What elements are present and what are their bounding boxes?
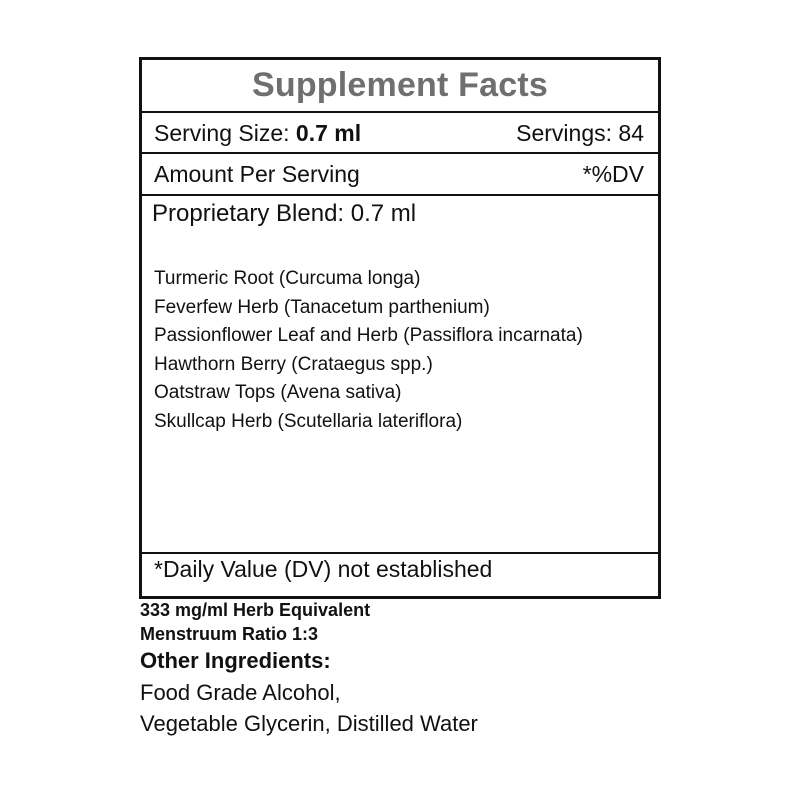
supplement-facts-panel (139, 57, 661, 599)
herb-equivalent: 333 mg/ml Herb Equivalent (140, 600, 371, 620)
proprietary-blend: Proprietary Blend: 0.7 ml (152, 200, 417, 227)
serving-size-value: 0.7 ml (295, 119, 362, 146)
divider-title (142, 111, 658, 113)
serving-size (154, 120, 361, 147)
menstruum-ratio: Menstruum Ratio 1:3 (140, 624, 319, 644)
dv-footnote: *Daily Value (DV) not established (154, 556, 493, 582)
ingredient-item: Passionflower Leaf and Herb (Passiflora incarnata) (154, 325, 583, 347)
panel-title: Supplement Facts (251, 66, 549, 104)
ingredient-item: Hawthorn Berry (Crataegus spp.) (154, 353, 433, 375)
serving-row (154, 114, 644, 152)
other-ingredients-heading: Other Ingredients: (140, 648, 331, 673)
serving-size-label: Serving Size: (154, 119, 290, 146)
other-ingredients-line: Vegetable Glycerin, Distilled Water (140, 711, 478, 736)
servings-count: Servings: 84 (516, 119, 644, 146)
divider-footnote (142, 552, 658, 554)
ingredient-list (154, 265, 583, 437)
amount-row (154, 154, 644, 194)
ingredient-item: Oatstraw Tops (Avena sativa) (154, 382, 402, 404)
ingredient-item: Turmeric Root (Curcuma longa) (154, 268, 421, 289)
divider-amount (142, 194, 658, 196)
other-ingredients-line: Food Grade Alcohol, (140, 680, 341, 705)
ingredient-item: Feverfew Herb (Tanacetum parthenium) (154, 296, 490, 318)
ingredient-item: Skullcap Herb (Scutellaria lateriflora) (154, 410, 463, 432)
dv-header: *%DV (582, 160, 644, 187)
amount-per-serving: Amount Per Serving (154, 160, 360, 187)
